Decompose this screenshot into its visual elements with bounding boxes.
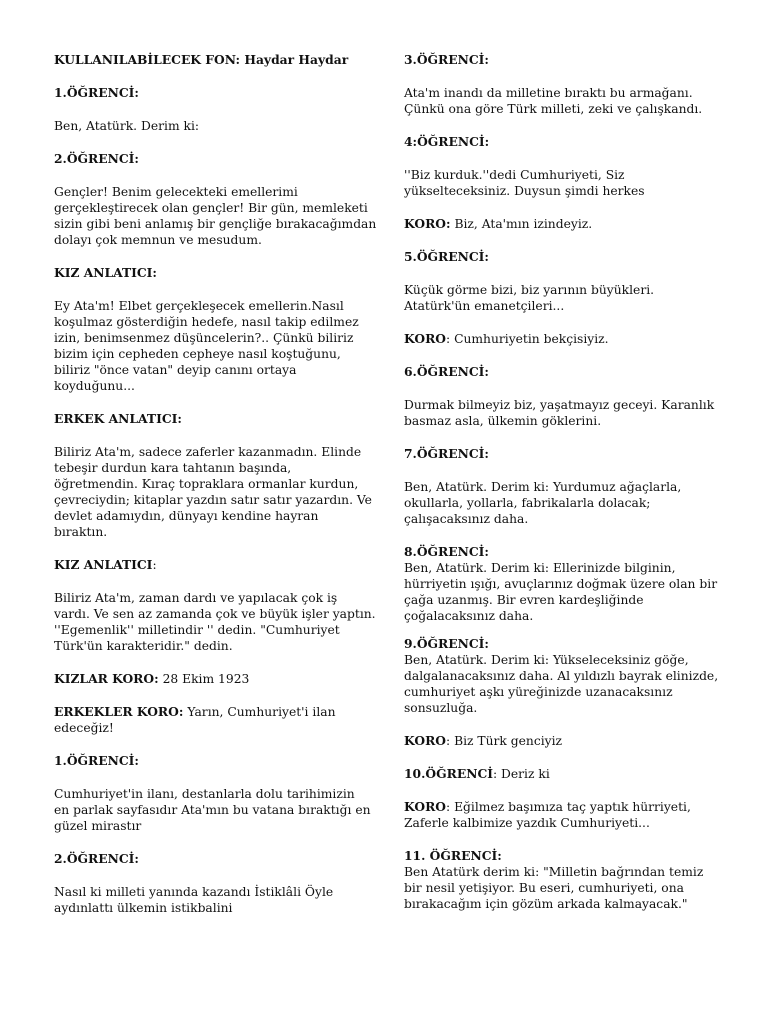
text-line [404,880,730,896]
text-run: : Deriz ki [492,767,550,781]
text-line [54,492,372,508]
bold-run: 1.ÖĞRENCİ: [54,753,139,768]
text-run: vardı. Ve sen az zamanda çok ve büyük işler yaptın. [54,607,376,621]
text-run: bir nesil yetişiyor. Bu eseri, cumhuriyeti, ona [404,881,684,895]
text-block [404,799,730,831]
text-run: koşulmaz gösterdiğin hedefe, nasıl takip edilmez [54,315,359,329]
text-line [54,411,372,427]
text-line [404,684,730,700]
bold-run: ERKEK ANLATICI: [54,411,182,426]
text-block [404,249,730,265]
text-block [404,479,730,527]
bold-run: KIZ ANLATICI [54,557,153,572]
text-line [54,671,372,687]
text-run: Nasıl ki milleti yanında kazandı İstiklâli Öyle [54,885,334,899]
text-run: Yarın, Cumhuriyet'i ilan [183,705,336,719]
text-block [404,331,730,347]
text-line [54,753,372,769]
text-run: koyduğunu... [54,379,135,393]
text-run: Ey Ata'm! Elbet gerçekleşecek emellerin.Nasıl [54,299,344,313]
text-run: Ata'm inandı da milletine bıraktı bu armağanı. [404,86,693,100]
text-run: ''Egemenlik'' milletindir '' dedin. "Cumhuriyet [54,623,340,637]
text-line [404,479,730,495]
text-line [404,298,730,314]
text-block [404,544,730,624]
text-run: Ben, Atatürk. Derim ki: [54,119,200,133]
text-line [54,802,372,818]
text-run: Ben, Atatürk. Derim ki: Yurdumuz ağaçlarla, [404,480,682,494]
bold-run: 3.ÖĞRENCİ: [404,52,489,67]
text-run: Türk'ün karakteridir." dedin. [54,639,233,653]
text-line [54,444,372,460]
text-block [404,282,730,314]
bold-run: 10.ÖĞRENCİ [404,766,493,781]
text-block [54,786,372,834]
text-block [404,134,730,150]
text-block [54,671,372,687]
text-run: Biliriz Ata'm, zaman dardı ve yapılacak çok iş [54,591,338,605]
text-run: öğretmendin. Kıraç topraklara ormanlar kurdun, [54,477,359,491]
text-line [404,848,730,864]
text-run: güzel mirastır [54,819,142,833]
text-line [54,362,372,378]
text-line [54,704,372,720]
text-block [404,52,730,68]
text-line [54,524,372,540]
text-block [404,216,730,232]
text-line [54,460,372,476]
text-line [54,216,377,232]
text-run: aydınlattı ülkemin istikbalini [54,901,233,915]
bold-run: 11. ÖĞRENCİ: [404,848,502,863]
text-block [404,397,730,429]
text-block [404,636,730,716]
text-line [404,167,730,183]
right-column [404,52,730,929]
text-run: ''Biz kurduk.''dedi Cumhuriyeti, Siz [404,168,625,182]
text-block [54,753,372,769]
text-run: dalgalanacaksınız daha. Al yıldızlı bayrak elinizde, [404,669,719,683]
left-column [54,52,377,933]
text-block [54,411,372,427]
text-run: çağa uzanmış. Bir evren kardeşliğinde [404,593,644,607]
text-line [54,606,376,622]
bold-run: ERKEKLER KORO: [54,704,184,719]
bold-run: 2.ÖĞRENCİ: [54,151,139,166]
text-line [54,638,372,654]
text-run: çoğalacaksınız daha. [404,609,534,623]
text-block [54,884,372,916]
text-run: Çünkü ona göre Türk milleti, zeki ve çalışkandı. [404,102,703,116]
bold-run: 5.ÖĞRENCİ: [404,249,489,264]
text-block [54,557,372,573]
bold-run: 8.ÖĞRENCİ: [404,544,489,559]
text-run: Zaferle kalbimize yazdık Cumhuriyeti... [404,816,650,830]
text-run: okullarla, yollarla, fabrikalarla dolacak; [404,496,651,510]
text-line [54,900,372,916]
text-line [404,652,730,668]
text-run: basmaz asla, ülkemin göklerini. [404,414,602,428]
text-run: cumhuriyet aşkı yüreğinizde uzanacaksınız [404,685,673,699]
text-line [54,52,372,68]
text-run: dolayı çok memnun ve mesudum. [54,233,262,247]
text-line [404,799,730,815]
text-line [54,557,372,573]
text-run: bizim için cepheden cepheye nasıl koştuğunu, [54,347,341,361]
text-line [404,815,730,831]
text-run: : Eğilmez başımıza taç yaptık hürriyeti, [446,800,691,814]
bold-run: 1.ÖĞRENCİ: [54,85,139,100]
text-line [404,576,730,592]
text-run: Ben, Atatürk. Derim ki: Ellerinizde bilginin, [404,561,676,575]
text-line [404,733,730,749]
text-line [54,720,372,736]
text-run: Cumhuriyet'in ilanı, destanlarla dolu tarihimizin [54,787,355,801]
text-block [404,364,730,380]
text-line [404,282,730,298]
text-line [404,495,730,511]
text-line [54,884,372,900]
text-run: Biz, Ata'mın izindeyiz. [450,217,593,231]
bold-run: KIZ ANLATICI: [54,265,157,280]
text-block [404,733,730,749]
text-run: : Biz Türk genciyiz [446,734,563,748]
text-line [404,511,730,527]
text-line [404,864,730,880]
text-run: izin, benimsenmez düşüncelerin?.. Çünkü biliriz [54,331,354,345]
text-run: : [152,558,157,572]
text-block [54,52,372,68]
text-run: 28 Ekim 1923 [158,672,250,686]
text-line [404,364,730,380]
text-run: bıraktın. [54,525,108,539]
text-line [404,766,730,782]
text-line [404,608,730,624]
text-run: Durmak bilmeyiz biz, yaşatmayız geceyi. Karanlık [404,398,715,412]
bold-run: 4:ÖĞRENCİ: [404,134,490,149]
text-run: sonsuzluğa. [404,701,478,715]
text-line [54,151,372,167]
text-line [54,378,372,394]
text-run: hürriyetin ışığı, avuçlarınız doğmak üzere olan bir [404,577,718,591]
text-block [54,118,372,134]
text-line [404,397,730,413]
text-run: çalışacaksınız daha. [404,512,529,526]
text-run: : Cumhuriyetin bekçisiyiz. [446,332,609,346]
text-run: çevreciydin; kitaplar yazdın satır satır yazardın. Ve [54,493,372,507]
text-block [54,298,372,394]
text-line [54,200,372,216]
text-block [404,446,730,462]
text-line [404,216,730,232]
text-line [404,101,730,117]
text-run: edeceğiz! [54,721,114,735]
text-line [404,446,730,462]
text-run: biliriz "önce vatan" deyip canını ortaya [54,363,297,377]
text-line [54,85,372,101]
text-line [54,265,372,281]
text-line [54,232,372,248]
text-run: Atatürk'ün emanetçileri... [404,299,565,313]
text-line [54,346,372,362]
text-line [54,851,372,867]
text-block [54,590,376,654]
text-block [54,85,372,101]
text-line [404,896,730,912]
text-run: en parlak sayfasıdır Ata'mın bu vatana bıraktığı en [54,803,371,817]
text-block [404,848,730,912]
text-block [404,85,730,117]
text-line [404,249,730,265]
text-block [54,704,372,736]
text-line [54,314,372,330]
text-run: sizin gibi beni anlamış bir gençliğe bırakacağımdan [54,217,377,231]
text-run: Küçük görme bizi, biz yarının büyükleri. [404,283,655,297]
text-block [54,851,372,867]
text-line [404,134,730,150]
text-run: tebeşir durdun kara tahtanın başında, [54,461,292,475]
text-line [404,52,730,68]
bold-run: KORO [404,799,447,814]
text-line [404,700,730,716]
text-line [404,560,730,576]
bold-run: KULLANILABİLECEK FON: Haydar Haydar [54,52,349,67]
text-run: Ben, Atatürk. Derim ki: Yükseleceksiniz göğe, [404,653,689,667]
text-line [404,183,730,199]
text-line [54,330,372,346]
text-line [404,331,730,347]
text-line [404,85,730,101]
bold-run: 9.ÖĞRENCİ: [404,636,489,651]
text-run: bırakacağım için gözüm arkada kalmayacak." [404,897,688,911]
text-line [54,786,372,802]
text-line [54,818,372,834]
text-run: Biliriz Ata'm, sadece zaferler kazanmadın. Elinde [54,445,362,459]
bold-run: 7.ÖĞRENCİ: [404,446,489,461]
text-block [404,167,730,199]
text-run: devlet adamıydın, dünyayı kendine hayran [54,509,319,523]
text-run: gerçekleştirecek olan gençler! Bir gün, memleketi [54,201,368,215]
text-line [404,668,730,684]
text-run: Ben Atatürk derim ki: "Milletin bağrından temiz [404,865,704,879]
bold-run: KORO [404,331,447,346]
text-block [54,184,377,248]
text-line [54,476,372,492]
text-line [404,592,730,608]
bold-run: 2.ÖĞRENCİ: [54,851,139,866]
text-line [54,622,372,638]
text-line [54,118,372,134]
text-line [54,298,372,314]
text-run: Gençler! Benim gelecekteki emellerimi [54,185,298,199]
text-block [54,444,372,540]
bold-run: KORO [404,733,447,748]
text-block [54,265,372,281]
text-block [54,151,372,167]
text-line [404,413,730,429]
text-line [404,636,730,652]
text-line [54,590,372,606]
bold-run: 6.ÖĞRENCİ: [404,364,489,379]
bold-run: KORO: [404,216,451,231]
bold-run: KIZLAR KORO: [54,671,159,686]
text-line [54,508,372,524]
text-line [404,544,730,560]
text-line [54,184,372,200]
text-run: yükselteceksiniz. Duysun şimdi herkes [404,184,645,198]
text-block [404,766,730,782]
